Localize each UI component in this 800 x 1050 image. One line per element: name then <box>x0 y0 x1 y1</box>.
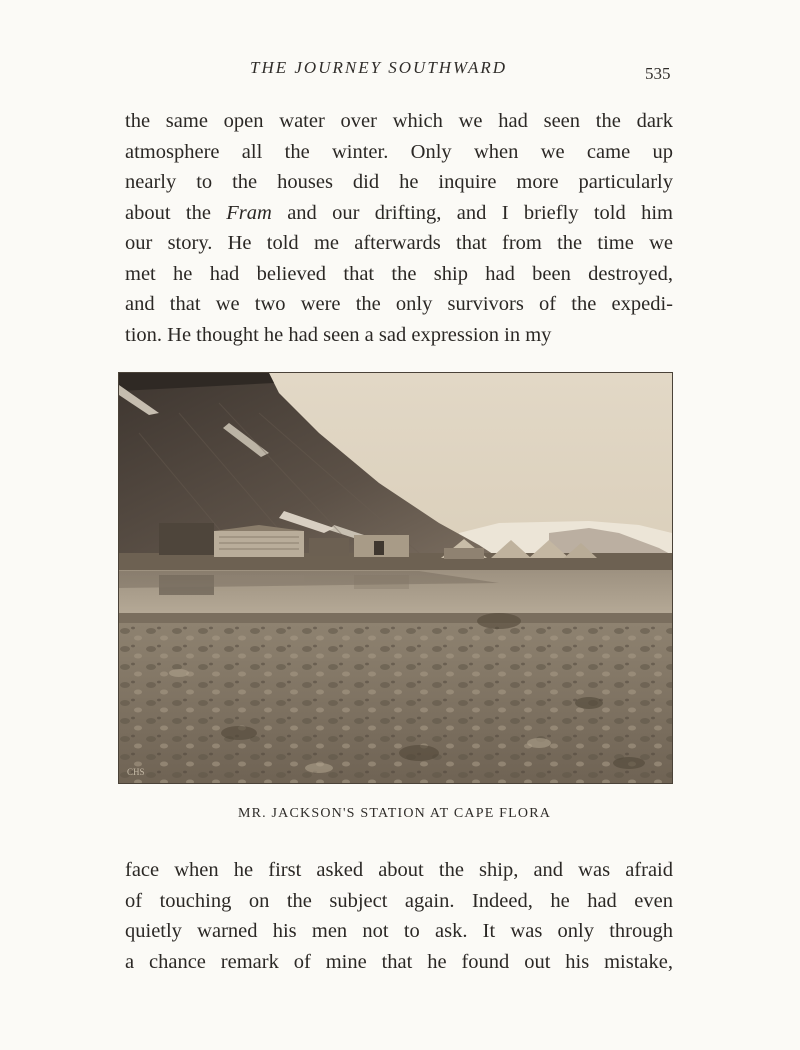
line-prefix: about the <box>125 201 211 224</box>
bottom-paragraph <box>125 855 673 977</box>
text-line-with-italic <box>125 198 673 229</box>
text-line: the same open water over which we had seen the dark <box>125 110 673 132</box>
figure-caption: MR. JACKSON'S STATION AT CAPE FLORA <box>237 806 552 821</box>
running-head: THE JOURNEY SOUTHWARD <box>250 58 508 77</box>
page-number: 535 <box>645 64 671 83</box>
line-suffix: and our drifting, and I briefly told him <box>287 201 673 224</box>
text-line: met he had believed that the ship had been destroyed, <box>125 262 673 285</box>
text-line: of touching on the subject again. Indeed, he had even <box>125 889 673 912</box>
text-line: a chance remark of mine that he found out his mistake, <box>125 950 673 973</box>
station-photograph <box>118 372 673 784</box>
text-line: tion. He thought he had seen a sad expression in my <box>125 323 552 346</box>
text-line: our story. He told me afterwards that from the time we <box>125 232 673 254</box>
text-line: quietly warned his men not to ask. It was only through <box>125 920 673 942</box>
ship-name-italic: Fram <box>226 201 272 224</box>
engraver-mark: CHS <box>127 767 145 777</box>
photo-illustration <box>119 373 672 783</box>
top-paragraph <box>125 106 673 350</box>
text-line: and that we two were the only survivors of the expedi- <box>125 293 673 315</box>
text-line: atmosphere all the winter. Only when we came up <box>125 140 673 163</box>
text-line: nearly to the houses did he inquire more particularly <box>125 171 673 193</box>
text-line: face when he first asked about the ship, and was afraid <box>125 859 673 881</box>
